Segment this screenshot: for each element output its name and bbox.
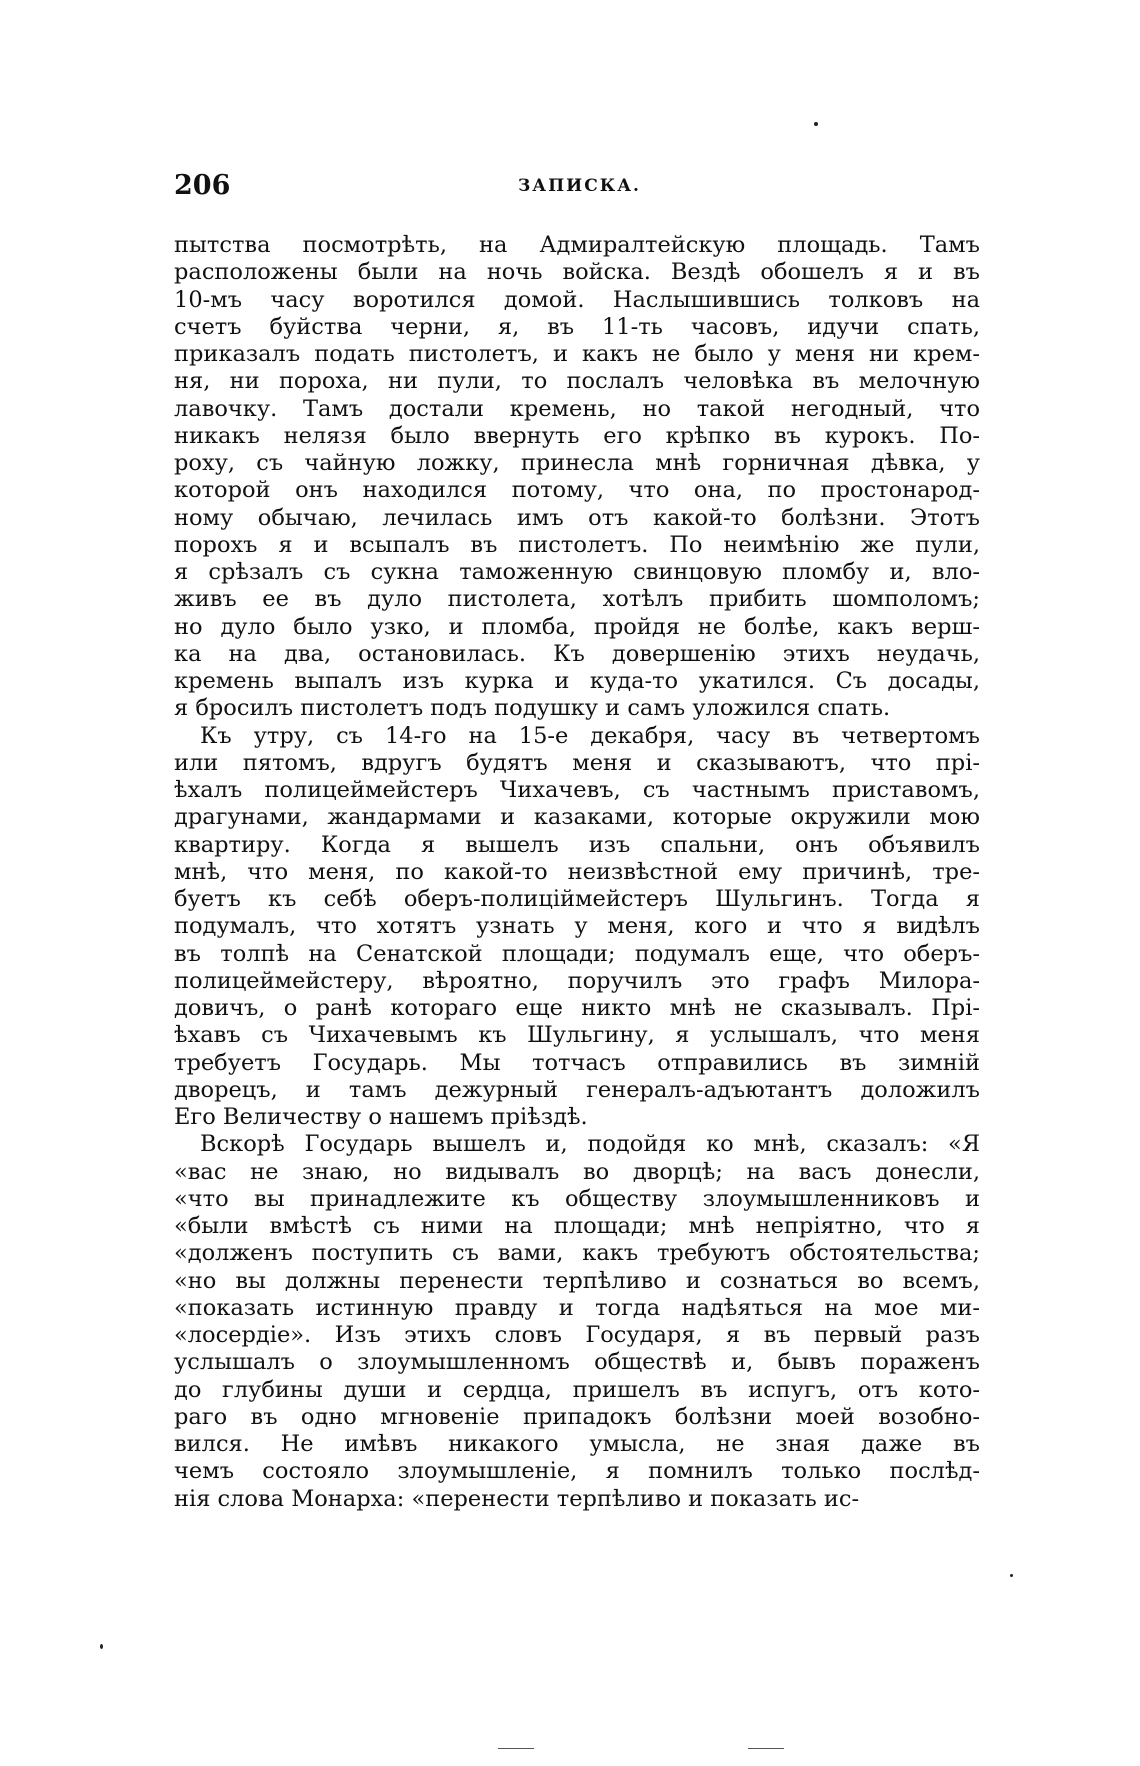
- text-line: «были вмѣстѣ съ ними на площади; мнѣ непріятно, что я: [174, 1213, 980, 1239]
- text-line: до глубины души и сердца, пришелъ въ испугъ, отъ кото-: [174, 1376, 980, 1403]
- page-header: [174, 170, 984, 210]
- text-line: я бросилъ пистолетъ подъ подушку и самъ уложился спать.: [174, 695, 891, 722]
- text-line: дворецъ, и тамъ дежурный генералъ-адъютантъ доложилъ: [174, 1076, 980, 1103]
- text-line: счетъ буйства черни, я, въ 11-ть часовъ, идучи спать,: [174, 313, 980, 340]
- scan-speck: [100, 1644, 103, 1649]
- text-line: но дуло было узко, и пломба, пройдя не болѣе, какъ верш-: [174, 613, 980, 640]
- text-line: требуетъ Государь. Мы тотчасъ отправились въ зимній: [174, 1049, 980, 1076]
- scan-mark: [748, 1748, 784, 1749]
- text-line: «но вы должны перенести терпѣливо и сознаться во всемъ,: [174, 1267, 980, 1294]
- text-line: раго въ одно мгновеніе припадокъ болѣзни моей возобно-: [174, 1403, 980, 1430]
- text-line: Его Величеству о нашемъ пріѣздѣ.: [174, 1104, 588, 1130]
- text-line: подумалъ, что хотятъ узнать у меня, кого и что я видѣлъ: [174, 913, 980, 940]
- text-line: порохъ я и всыпалъ въ пистолетъ. По неимѣнію же пули,: [174, 531, 980, 558]
- paragraph: [174, 1131, 980, 1513]
- text-line: квартиру. Когда я вышелъ изъ спальни, онъ объявилъ: [174, 831, 980, 858]
- scan-speck: [814, 122, 818, 126]
- text-line: или пятомъ, вдругъ будятъ меня и сказываютъ, что прі-: [174, 749, 980, 776]
- text-line: ка на два, остановилась. Къ довершенію этихъ неудачь,: [174, 640, 980, 667]
- text-line: Къ утру, съ 14-го на 15-е декабря, часу въ четвертомъ: [200, 722, 980, 749]
- text-line: ня, ни пороха, ни пули, то послалъ человѣка въ мелочную: [174, 368, 980, 395]
- scan-speck: [1010, 1574, 1013, 1577]
- paragraph: [174, 723, 980, 1132]
- text-line: 10-мъ часу воротился домой. Наслышившись толковъ на: [174, 286, 980, 313]
- text-line: лавочку. Тамъ достали кремень, но такой негодный, что: [174, 395, 980, 422]
- text-line: Вскорѣ Государь вышелъ и, подойдя ко мнѣ, сказалъ: «Я: [200, 1131, 980, 1158]
- text-line: никакъ нелязя было ввернуть его крѣпко въ курокъ. По-: [174, 422, 980, 449]
- text-line: мнѣ, что меня, по какой-то неизвѣстной ему причинѣ, тре-: [174, 858, 980, 885]
- text-line: чемъ состояло злоумышленіе, я помнилъ только послѣд-: [174, 1458, 980, 1485]
- body-text: [174, 232, 980, 1513]
- page-number: 206: [174, 170, 231, 201]
- text-line: нія слова Монарха: «перенести терпѣливо и показать ис-: [174, 1485, 860, 1512]
- text-line: ѣхавъ съ Чихачевымъ къ Шульгину, я услышалъ, что меня: [174, 1022, 980, 1049]
- text-line: «что вы принадлежите къ обществу злоумышленниковъ и: [174, 1185, 980, 1212]
- text-line: расположены были на ночь войска. Вездѣ обошелъ я и въ: [174, 259, 980, 286]
- text-line: «лосердіе». Изъ этихъ словъ Государя, я въ первый разъ: [174, 1322, 980, 1348]
- text-line: приказалъ подать пистолетъ, и какъ не было у меня ни крем-: [174, 341, 980, 367]
- text-line: ѣхалъ полицеймейстеръ Чихачевъ, съ частнымъ приставомъ,: [174, 777, 980, 803]
- text-line: пытства посмотрѣть, на Адмиралтейскую площадь. Тамъ: [174, 232, 980, 258]
- text-line: которой онъ находился потому, что она, по простонарод-: [174, 477, 980, 504]
- text-line: услышалъ о злоумышленномъ обществѣ и, бывъ пораженъ: [174, 1349, 980, 1376]
- text-line: живъ ее въ дуло пистолета, хотѣлъ прибить шомполомъ;: [174, 586, 980, 613]
- scan-mark: [498, 1748, 534, 1749]
- text-line: въ толпѣ на Сенатской площади; подумалъ еще, что оберъ-: [174, 940, 980, 967]
- text-line: вился. Не имѣвъ никакого умысла, не зная даже въ: [174, 1431, 980, 1457]
- text-line: ному обычаю, лечилась имъ отъ какой-то болѣзни. Этотъ: [174, 504, 980, 531]
- text-line: «показать истинную правду и тогда надѣяться на мое ми-: [174, 1294, 980, 1321]
- text-line: роху, съ чайную ложку, принесла мнѣ горничная дѣвка, у: [174, 450, 980, 476]
- text-line: буетъ къ себѣ оберъ-полиціймейстеръ Шульгинъ. Тогда я: [174, 886, 980, 912]
- text-line: драгунами, жандармами и казаками, которые окружили мою: [174, 804, 980, 831]
- text-line: я срѣзалъ съ сукна таможенную свинцовую пломбу и, вло-: [174, 559, 980, 585]
- text-line: кремень выпалъ изъ курка и куда-то укатился. Съ досады,: [174, 668, 980, 694]
- text-line: довичъ, о ранѣ котораго еще никто мнѣ не сказывалъ. Прі-: [174, 995, 980, 1021]
- paragraph: [174, 232, 980, 723]
- text-line: полицеймейстеру, вѣроятно, поручилъ это графъ Милора-: [174, 967, 980, 994]
- text-line: «вас не знаю, но видывалъ во дворцѣ; на васъ донесли,: [174, 1158, 980, 1185]
- text-line: «долженъ поступить съ вами, какъ требуютъ обстоятельства;: [174, 1240, 980, 1267]
- running-title: ЗАПИСКА.: [518, 176, 641, 196]
